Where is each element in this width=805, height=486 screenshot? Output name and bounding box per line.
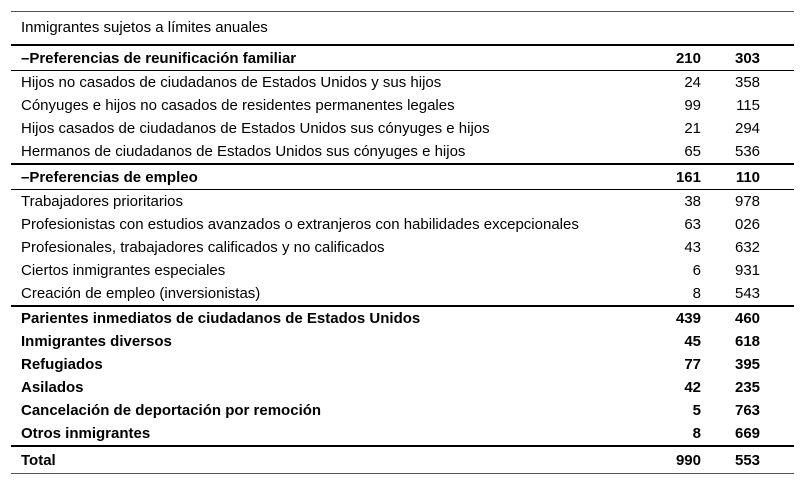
section-value-a: 210 bbox=[631, 45, 707, 71]
row-value-b: 931 bbox=[734, 262, 761, 279]
row-label: Hijos casados de ciudadanos de Estados Unidos sus cónyuges e hijos bbox=[21, 120, 490, 137]
total-row bbox=[11, 446, 794, 474]
row-label: Hijos no casados de ciudadanos de Estados Unidos y sus hijos bbox=[21, 74, 442, 91]
table-caption: Inmigrantes sujetos a límites anuales bbox=[11, 12, 794, 46]
total-value-b: 553 bbox=[707, 446, 794, 474]
section-header-row bbox=[11, 45, 794, 71]
category-row bbox=[11, 330, 794, 353]
row-value-a: 63 bbox=[684, 216, 701, 233]
category-row bbox=[11, 376, 794, 399]
immigration-table bbox=[11, 11, 794, 474]
category-label: Cancelación de deportación por remoción bbox=[21, 402, 322, 419]
total-label: Total bbox=[11, 446, 631, 474]
immigration-table-container bbox=[11, 11, 794, 474]
row-value-b: 026 bbox=[734, 216, 761, 233]
category-value-b: 763 bbox=[734, 402, 761, 419]
category-label: Parientes inmediatos de ciudadanos de Estados Unidos bbox=[11, 306, 631, 330]
row-label: Trabajadores prioritarios bbox=[21, 193, 184, 210]
row-value-a: 38 bbox=[684, 193, 701, 210]
row-value-b: 632 bbox=[734, 239, 761, 256]
row-label: Profesionales, trabajadores calificados y no calificados bbox=[21, 239, 385, 256]
table-row bbox=[11, 190, 794, 214]
category-label: Otros inmigrantes bbox=[21, 425, 151, 442]
section-value-a: 161 bbox=[631, 164, 707, 190]
category-value-a: 45 bbox=[684, 333, 701, 350]
row-value-b: 358 bbox=[734, 74, 761, 91]
category-label: Inmigrantes diversos bbox=[21, 333, 172, 350]
category-value-b: 395 bbox=[734, 356, 761, 373]
section-label: –Preferencias de reunificación familiar bbox=[11, 45, 631, 71]
row-value-b: 978 bbox=[734, 193, 761, 210]
row-value-a: 65 bbox=[684, 143, 701, 160]
table-row bbox=[11, 117, 794, 140]
table-caption-row bbox=[11, 12, 794, 46]
category-value-a: 5 bbox=[692, 402, 701, 419]
category-value-a: 77 bbox=[684, 356, 701, 373]
row-value-b: 536 bbox=[734, 143, 761, 160]
row-label: Profesionistas con estudios avanzados o extranjeros con habilidades excepcionales bbox=[21, 216, 579, 233]
section-header-row bbox=[11, 164, 794, 190]
section-value-b: 110 bbox=[707, 164, 794, 190]
category-label: Refugiados bbox=[21, 356, 103, 373]
table-row bbox=[11, 282, 794, 306]
row-label: Cónyuges e hijos no casados de residentes permanentes legales bbox=[21, 97, 455, 114]
category-value-b: 618 bbox=[734, 333, 761, 350]
category-value-a: 439 bbox=[631, 306, 707, 330]
category-label: Asilados bbox=[21, 379, 84, 396]
row-value-a: 21 bbox=[684, 120, 701, 137]
total-value-a: 990 bbox=[631, 446, 707, 474]
table-row bbox=[11, 71, 794, 95]
row-label: Hermanos de ciudadanos de Estados Unidos sus cónyuges e hijos bbox=[21, 143, 466, 160]
category-value-b: 235 bbox=[734, 379, 761, 396]
table-row bbox=[11, 259, 794, 282]
row-label: Creación de empleo (inversionistas) bbox=[21, 285, 261, 302]
table-row bbox=[11, 140, 794, 164]
table-row bbox=[11, 213, 794, 236]
category-row bbox=[11, 399, 794, 422]
category-row bbox=[11, 353, 794, 376]
table-row bbox=[11, 94, 794, 117]
row-value-a: 24 bbox=[684, 74, 701, 91]
row-value-a: 43 bbox=[684, 239, 701, 256]
section-value-b: 303 bbox=[707, 45, 794, 71]
category-value-a: 8 bbox=[692, 425, 701, 442]
category-value-b: 460 bbox=[707, 306, 794, 330]
row-value-a: 6 bbox=[692, 262, 701, 279]
category-row bbox=[11, 422, 794, 446]
category-value-b: 669 bbox=[734, 425, 761, 442]
row-value-b: 115 bbox=[736, 97, 761, 114]
row-value-b: 294 bbox=[734, 120, 761, 137]
category-row bbox=[11, 306, 794, 330]
section-label: –Preferencias de empleo bbox=[11, 164, 631, 190]
row-value-a: 8 bbox=[692, 285, 701, 302]
row-label: Ciertos inmigrantes especiales bbox=[21, 262, 226, 279]
category-value-a: 42 bbox=[684, 379, 701, 396]
row-value-b: 543 bbox=[734, 285, 761, 302]
row-value-a: 99 bbox=[684, 97, 701, 114]
table-row bbox=[11, 236, 794, 259]
